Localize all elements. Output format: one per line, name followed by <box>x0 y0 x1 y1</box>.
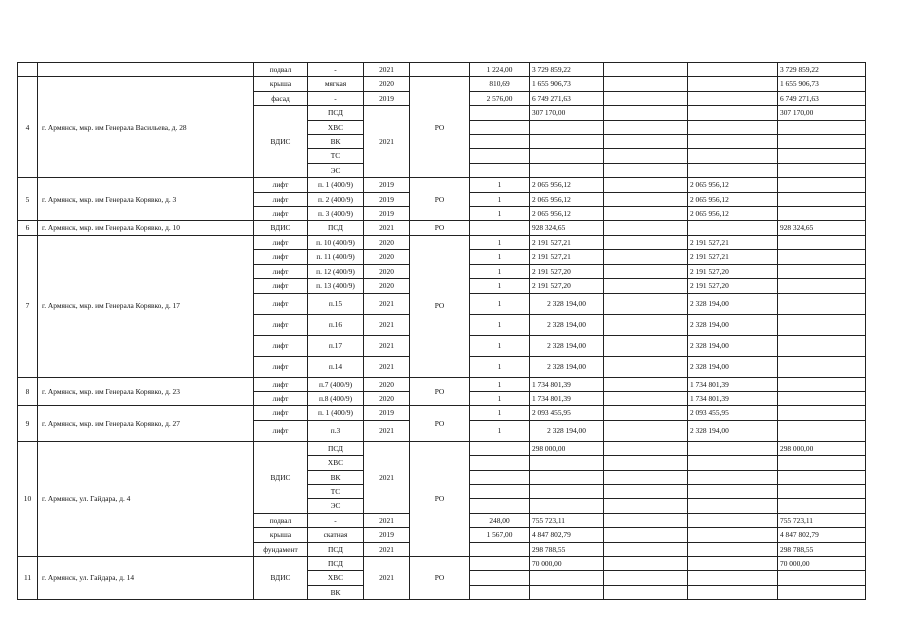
cell-col9 <box>688 135 778 149</box>
cell-col8 <box>604 542 688 556</box>
cell-col9 <box>688 163 778 177</box>
cell-col8 <box>604 406 688 420</box>
cell-col8 <box>604 235 688 249</box>
cell-sub: п. 11 (400/9) <box>308 250 364 264</box>
cell-qty: 1 <box>470 314 530 335</box>
cell-cost: 3 729 859,22 <box>530 63 604 77</box>
cell-sub: п. 2 (400/9) <box>308 192 364 206</box>
table-row <box>18 178 866 192</box>
cell-sub: п. 12 (400/9) <box>308 264 364 278</box>
cell-col9 <box>688 484 778 498</box>
cell-col8 <box>604 441 688 455</box>
cell-cost: 2 191 527,21 <box>530 250 604 264</box>
cell-col8 <box>604 178 688 192</box>
cell-col9: 2 065 956,12 <box>688 178 778 192</box>
cell-col10 <box>778 192 866 206</box>
cell-cost <box>530 585 604 599</box>
cell-address: г. Армянск, ул. Гайдара, д. 14 <box>38 556 254 599</box>
cell-col10: 4 847 802,79 <box>778 528 866 542</box>
cell-num: 5 <box>18 178 38 221</box>
cell-type: лифт <box>254 406 308 420</box>
cell-sub: п.14 <box>308 356 364 377</box>
cell-col10: 298 000,00 <box>778 441 866 455</box>
cell-col8 <box>604 335 688 356</box>
cell-col10 <box>778 585 866 599</box>
cell-col10 <box>778 335 866 356</box>
cell-year: 2020 <box>364 391 410 405</box>
cell-col10 <box>778 314 866 335</box>
cell-sub: мягкая <box>308 77 364 91</box>
cell-col8 <box>604 420 688 441</box>
cell-type: подвал <box>254 63 308 77</box>
table-row <box>18 556 866 570</box>
table-row <box>18 406 866 420</box>
cell-sub: п.3 <box>308 420 364 441</box>
cell-col8 <box>604 513 688 527</box>
cell-cost: 2 328 194,00 <box>530 314 604 335</box>
cell-year: 2021 <box>364 556 410 599</box>
cell-col8 <box>604 293 688 314</box>
cell-cost: 2 065 956,12 <box>530 207 604 221</box>
cell-cost <box>530 499 604 513</box>
cell-sub: ХВС <box>308 120 364 134</box>
cell-col9: 2 191 527,20 <box>688 264 778 278</box>
cell-col10 <box>778 499 866 513</box>
cell-cost: 298 788,55 <box>530 542 604 556</box>
cell-col9 <box>688 528 778 542</box>
cell-address: г. Армянск, мкр. им Генерала Корявко, д. 23 <box>38 377 254 406</box>
cell-type: ВДИС <box>254 441 308 513</box>
cell-address: г. Армянск, мкр. им Генерала Корявко, д. 27 <box>38 406 254 441</box>
cell-qty: 810,69 <box>470 77 530 91</box>
cell-col8 <box>604 279 688 293</box>
cell-cost <box>530 163 604 177</box>
cell-cost: 298 000,00 <box>530 441 604 455</box>
cell-col8 <box>604 528 688 542</box>
cell-col8 <box>604 264 688 278</box>
cell-col9 <box>688 120 778 134</box>
cell-qty <box>470 542 530 556</box>
cell-qty <box>470 149 530 163</box>
cell-cost: 928 324,65 <box>530 221 604 235</box>
cell-col10 <box>778 293 866 314</box>
cell-qty <box>470 499 530 513</box>
cell-col10 <box>778 470 866 484</box>
cell-col9 <box>688 63 778 77</box>
cell-col8 <box>604 192 688 206</box>
cell-cost: 1 734 801,39 <box>530 377 604 391</box>
cell-year: 2020 <box>364 77 410 91</box>
cell-col10 <box>778 163 866 177</box>
cell-col9 <box>688 499 778 513</box>
cell-col10 <box>778 406 866 420</box>
cell-col8 <box>604 484 688 498</box>
cell-qty: 1 <box>470 264 530 278</box>
cell-type: фундамент <box>254 542 308 556</box>
cell-qty: 1 <box>470 192 530 206</box>
cell-col8 <box>604 356 688 377</box>
cell-type: лифт <box>254 207 308 221</box>
cell-col8 <box>604 149 688 163</box>
cell-qty <box>470 120 530 134</box>
cell-type: ВДИС <box>254 221 308 235</box>
cell-col10 <box>778 250 866 264</box>
cell-col10 <box>778 149 866 163</box>
cell-col10: 1 655 906,73 <box>778 77 866 91</box>
cell-year: 2021 <box>364 106 410 178</box>
cell-sub: ХВС <box>308 456 364 470</box>
cell-qty <box>470 585 530 599</box>
cell-year: 2019 <box>364 91 410 105</box>
cell-cost: 2 191 527,20 <box>530 279 604 293</box>
cell-col10 <box>778 120 866 134</box>
cell-year: 2019 <box>364 178 410 192</box>
cell-cost: 2 328 194,00 <box>530 335 604 356</box>
cell-sub: ЭС <box>308 499 364 513</box>
cell-col8 <box>604 106 688 120</box>
cell-type: лифт <box>254 192 308 206</box>
cell-sub: ПСД <box>308 542 364 556</box>
cell-col9 <box>688 542 778 556</box>
cell-cost <box>530 571 604 585</box>
cell-col10 <box>778 264 866 278</box>
table-row <box>18 63 866 77</box>
cell-col8 <box>604 163 688 177</box>
cell-col10 <box>778 456 866 470</box>
cell-type: лифт <box>254 356 308 377</box>
cell-col9 <box>688 470 778 484</box>
cell-col9 <box>688 221 778 235</box>
cell-cost: 6 749 271,63 <box>530 91 604 105</box>
cell-col9: 1 734 801,39 <box>688 377 778 391</box>
cell-cost: 307 170,00 <box>530 106 604 120</box>
cell-cost: 2 328 194,00 <box>530 420 604 441</box>
cell-org: РО <box>410 178 470 221</box>
cell-col8 <box>604 250 688 264</box>
cell-col9: 2 191 527,20 <box>688 279 778 293</box>
cell-col10 <box>778 377 866 391</box>
cell-col9 <box>688 456 778 470</box>
cell-qty <box>470 163 530 177</box>
cell-cost: 2 328 194,00 <box>530 356 604 377</box>
cell-sub: п. 1 (400/9) <box>308 406 364 420</box>
cell-sub: п. 1 (400/9) <box>308 178 364 192</box>
cell-col9 <box>688 556 778 570</box>
cell-col8 <box>604 77 688 91</box>
cell-col9 <box>688 441 778 455</box>
cell-type: подвал <box>254 513 308 527</box>
cell-num: 4 <box>18 77 38 178</box>
cell-col9: 2 328 194,00 <box>688 314 778 335</box>
cell-address: г. Армянск, мкр. им Генерала Корявко, д. 3 <box>38 178 254 221</box>
cell-qty: 1 <box>470 178 530 192</box>
cell-sub: ЭС <box>308 163 364 177</box>
cell-type: лифт <box>254 235 308 249</box>
cell-sub: ВК <box>308 135 364 149</box>
cell-org <box>410 63 470 77</box>
cell-type: ВДИС <box>254 556 308 599</box>
cell-year: 2019 <box>364 207 410 221</box>
cell-org: РО <box>410 77 470 178</box>
cell-sub: ПСД <box>308 221 364 235</box>
cell-type: лифт <box>254 250 308 264</box>
cell-col8 <box>604 456 688 470</box>
cell-cost: 2 191 527,20 <box>530 264 604 278</box>
cell-cost: 1 655 906,73 <box>530 77 604 91</box>
cell-cost <box>530 484 604 498</box>
cell-address: г. Армянск, мкр. им Генерала Корявко, д. 10 <box>38 221 254 235</box>
cell-col10 <box>778 571 866 585</box>
cell-sub: п. 13 (400/9) <box>308 279 364 293</box>
cell-org: РО <box>410 377 470 406</box>
cell-qty: 1 <box>470 207 530 221</box>
cell-col10: 298 788,55 <box>778 542 866 556</box>
cell-year: 2019 <box>364 528 410 542</box>
cell-col8 <box>604 135 688 149</box>
cell-type: лифт <box>254 420 308 441</box>
cell-cost: 2 191 527,21 <box>530 235 604 249</box>
cell-address: г. Армянск, мкр. им Генерала Корявко, д. 17 <box>38 235 254 377</box>
cell-year: 2021 <box>364 293 410 314</box>
cell-col9: 2 065 956,12 <box>688 192 778 206</box>
cell-year: 2020 <box>364 377 410 391</box>
cell-num: 6 <box>18 221 38 235</box>
cell-sub: ТС <box>308 484 364 498</box>
cell-type: крыша <box>254 77 308 91</box>
cell-col9: 2 328 194,00 <box>688 335 778 356</box>
cell-qty: 2 576,00 <box>470 91 530 105</box>
cell-year: 2021 <box>364 314 410 335</box>
table-row <box>18 221 866 235</box>
cell-type: лифт <box>254 335 308 356</box>
cell-col9 <box>688 585 778 599</box>
cell-col10 <box>778 484 866 498</box>
cell-col10 <box>778 135 866 149</box>
cell-sub: п.8 (400/9) <box>308 391 364 405</box>
cell-col8 <box>604 314 688 335</box>
cell-qty <box>470 456 530 470</box>
cell-col10: 3 729 859,22 <box>778 63 866 77</box>
cell-sub: скатная <box>308 528 364 542</box>
cell-sub: п.7 (400/9) <box>308 377 364 391</box>
cell-type: лифт <box>254 314 308 335</box>
cell-qty: 1 <box>470 293 530 314</box>
cell-type: ВДИС <box>254 106 308 178</box>
cell-year: 2020 <box>364 264 410 278</box>
cell-type: крыша <box>254 528 308 542</box>
cell-col10 <box>778 356 866 377</box>
cell-year: 2019 <box>364 192 410 206</box>
cell-qty: 1 <box>470 420 530 441</box>
cell-year: 2021 <box>364 356 410 377</box>
cell-year: 2019 <box>364 406 410 420</box>
cell-sub: ПСД <box>308 106 364 120</box>
cell-qty <box>470 221 530 235</box>
cell-cost <box>530 135 604 149</box>
cell-num: 9 <box>18 406 38 441</box>
cell-sub: ТС <box>308 149 364 163</box>
cell-col8 <box>604 120 688 134</box>
cell-qty <box>470 571 530 585</box>
cell-year: 2021 <box>364 542 410 556</box>
cell-sub: п.17 <box>308 335 364 356</box>
cell-year: 2020 <box>364 250 410 264</box>
cell-col9 <box>688 106 778 120</box>
cell-qty: 248,00 <box>470 513 530 527</box>
cell-sub: ВК <box>308 470 364 484</box>
cell-cost: 2 065 956,12 <box>530 178 604 192</box>
cell-col10: 755 723,11 <box>778 513 866 527</box>
cell-cost: 70 000,00 <box>530 556 604 570</box>
cell-sub: - <box>308 63 364 77</box>
cell-qty <box>470 441 530 455</box>
cell-col8 <box>604 391 688 405</box>
cell-type: лифт <box>254 391 308 405</box>
cell-col8 <box>604 585 688 599</box>
cell-col10 <box>778 279 866 293</box>
cell-col9 <box>688 513 778 527</box>
cell-qty <box>470 135 530 149</box>
cell-org: РО <box>410 556 470 599</box>
cell-year: 2021 <box>364 420 410 441</box>
cell-col9: 2 191 527,21 <box>688 235 778 249</box>
cell-year: 2021 <box>364 513 410 527</box>
cell-cost <box>530 456 604 470</box>
cell-cost: 1 734 801,39 <box>530 391 604 405</box>
cell-cost <box>530 120 604 134</box>
table-row <box>18 235 866 249</box>
cell-col9: 2 328 194,00 <box>688 420 778 441</box>
cell-num: 11 <box>18 556 38 599</box>
cell-qty <box>470 470 530 484</box>
cell-cost <box>530 470 604 484</box>
cell-col9: 2 328 194,00 <box>688 356 778 377</box>
cell-col9 <box>688 77 778 91</box>
cell-year: 2021 <box>364 335 410 356</box>
cell-qty: 1 <box>470 356 530 377</box>
cell-col10 <box>778 207 866 221</box>
cell-col10 <box>778 420 866 441</box>
cell-col10 <box>778 235 866 249</box>
cell-year: 2020 <box>364 235 410 249</box>
cell-sub: ПСД <box>308 556 364 570</box>
cell-qty <box>470 484 530 498</box>
cell-col10 <box>778 178 866 192</box>
cell-col8 <box>604 377 688 391</box>
cell-type: лифт <box>254 377 308 391</box>
cell-col9 <box>688 571 778 585</box>
cell-org: РО <box>410 235 470 377</box>
cell-cost <box>530 149 604 163</box>
cell-col10: 307 170,00 <box>778 106 866 120</box>
cell-qty: 1 <box>470 335 530 356</box>
cell-sub: ВК <box>308 585 364 599</box>
cell-qty <box>470 106 530 120</box>
cell-col9: 2 093 455,95 <box>688 406 778 420</box>
cell-sub: п. 10 (400/9) <box>308 235 364 249</box>
cell-qty: 1 <box>470 235 530 249</box>
table-row <box>18 441 866 455</box>
cell-col9 <box>688 91 778 105</box>
cell-col9 <box>688 149 778 163</box>
cell-sub: ПСД <box>308 441 364 455</box>
cell-year: 2021 <box>364 441 410 513</box>
cell-col8 <box>604 91 688 105</box>
cell-cost: 2 328 194,00 <box>530 293 604 314</box>
cell-col8 <box>604 221 688 235</box>
cell-num: 8 <box>18 377 38 406</box>
cell-sub: - <box>308 91 364 105</box>
cell-cost: 2 093 455,95 <box>530 406 604 420</box>
cell-year: 2021 <box>364 63 410 77</box>
cell-col8 <box>604 499 688 513</box>
cell-year: 2021 <box>364 221 410 235</box>
cell-cost: 755 723,11 <box>530 513 604 527</box>
cell-col8 <box>604 556 688 570</box>
cell-col9: 1 734 801,39 <box>688 391 778 405</box>
cell-type: лифт <box>254 293 308 314</box>
cell-cost: 2 065 956,12 <box>530 192 604 206</box>
cell-sub: ХВС <box>308 571 364 585</box>
cell-col10: 928 324,65 <box>778 221 866 235</box>
cell-col10 <box>778 391 866 405</box>
cell-col9: 2 328 194,00 <box>688 293 778 314</box>
cell-qty: 1 <box>470 279 530 293</box>
cell-num: 10 <box>18 441 38 556</box>
cell-address: г. Армянск, ул. Гайдара, д. 4 <box>38 441 254 556</box>
cell-col9: 2 191 527,21 <box>688 250 778 264</box>
cell-qty: 1 <box>470 250 530 264</box>
cell-year: 2020 <box>364 279 410 293</box>
table-row <box>18 77 866 91</box>
cell-qty: 1 <box>470 406 530 420</box>
capital-repair-table <box>17 62 866 600</box>
cell-type: лифт <box>254 279 308 293</box>
cell-qty: 1 567,00 <box>470 528 530 542</box>
cell-num <box>18 63 38 77</box>
cell-org: РО <box>410 441 470 556</box>
cell-sub: - <box>308 513 364 527</box>
cell-qty <box>470 556 530 570</box>
cell-col8 <box>604 207 688 221</box>
cell-qty: 1 224,00 <box>470 63 530 77</box>
cell-address <box>38 63 254 77</box>
cell-col9: 2 065 956,12 <box>688 207 778 221</box>
cell-col8 <box>604 63 688 77</box>
cell-col10: 6 749 271,63 <box>778 91 866 105</box>
cell-org: РО <box>410 221 470 235</box>
cell-qty: 1 <box>470 377 530 391</box>
cell-qty: 1 <box>470 391 530 405</box>
cell-sub: п.16 <box>308 314 364 335</box>
cell-type: лифт <box>254 178 308 192</box>
cell-col10: 70 000,00 <box>778 556 866 570</box>
cell-type: лифт <box>254 264 308 278</box>
table-row <box>18 377 866 391</box>
cell-type: фасад <box>254 91 308 105</box>
cell-col8 <box>604 470 688 484</box>
cell-num: 7 <box>18 235 38 377</box>
cell-org: РО <box>410 406 470 441</box>
cell-sub: п.15 <box>308 293 364 314</box>
cell-address: г. Армянск, мкр. им Генерала Васильева, д. 28 <box>38 77 254 178</box>
cell-cost: 4 847 802,79 <box>530 528 604 542</box>
cell-sub: п. 3 (400/9) <box>308 207 364 221</box>
cell-col8 <box>604 571 688 585</box>
